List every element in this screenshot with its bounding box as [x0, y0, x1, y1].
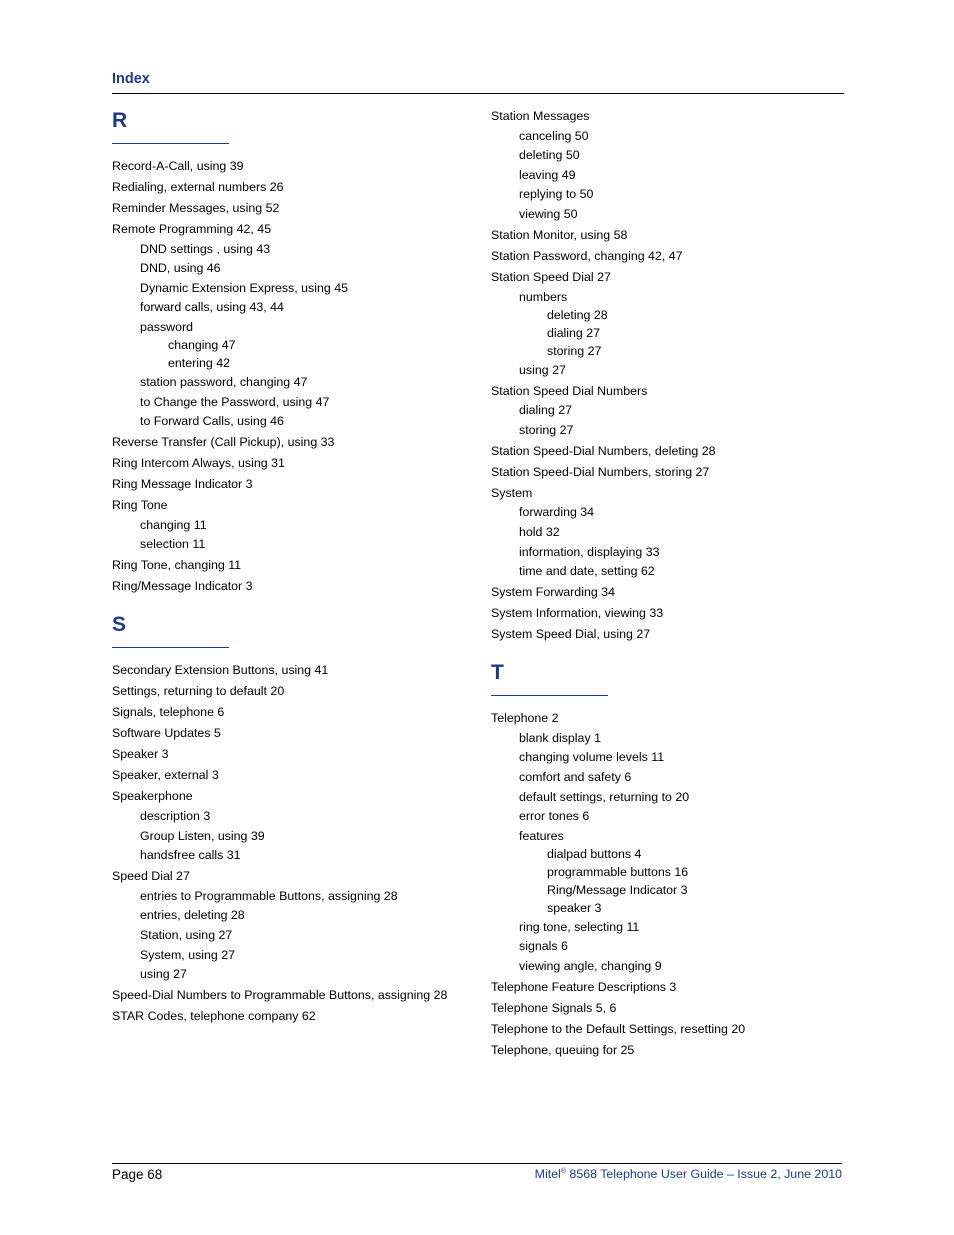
index-entry: Speed Dial 27 [112, 869, 190, 884]
index-subentry: numbers [519, 289, 568, 304]
index-subentry: dialpad buttons 4 [547, 846, 642, 861]
section-rule [112, 647, 229, 648]
index-entry: Station Speed Dial 27 [491, 270, 611, 284]
index-entry: System [491, 485, 533, 500]
index-subentry: storing 27 [547, 343, 602, 358]
index-subentry: ring tone, selecting 11 [519, 919, 640, 934]
index-subentry: leaving 49 [519, 167, 576, 182]
index-entry: Secondary Extension Buttons, using 41 [112, 663, 329, 678]
index-subentry: features [519, 828, 564, 843]
brand-name: Mitel [534, 1167, 561, 1181]
index-entry: System Speed Dial, using 27 [491, 627, 651, 642]
index-entry: Speakerphone [112, 789, 193, 804]
index-entry: Station Password, changing 42, 47 [491, 249, 683, 263]
index-subentry: Group Listen, using 39 [140, 828, 265, 843]
index-entry: Reminder Messages, using 52 [112, 201, 280, 215]
index-entry: Telephone Signals 5, 6 [491, 1001, 617, 1015]
index-subentry: DND settings , using 43 [140, 241, 271, 256]
index-subentry: entering 42 [168, 356, 231, 370]
index-subentry: comfort and safety 6 [519, 770, 632, 784]
index-entry: Telephone, queuing for 25 [491, 1043, 635, 1057]
index-entry: Telephone Feature Descriptions 3 [491, 980, 677, 994]
index-subentry: Dynamic Extension Express, using 45 [140, 280, 348, 295]
index-subentry: blank display 1 [519, 730, 601, 745]
index-entry: Reverse Transfer (Call Pickup), using 33 [112, 435, 335, 450]
index-entry: Station Messages [491, 109, 590, 123]
index-entry: STAR Codes, telephone company 62 [112, 1009, 316, 1024]
index-entry: Remote Programming 42, 45 [112, 222, 272, 236]
section-rule [112, 143, 229, 144]
index-entry: Speed-Dial Numbers to Programmable Buttons, assigning 28 [112, 988, 448, 1003]
index-subentry: changing volume levels 11 [519, 750, 665, 765]
index-entry: Ring Intercom Always, using 31 [112, 456, 285, 471]
index-entry: System Forwarding 34 [491, 585, 615, 600]
index-subentry: canceling 50 [519, 128, 589, 143]
index-entry: Record-A-Call, using 39 [112, 159, 244, 173]
index-subentry: entries to Programmable Buttons, assigning 28 [140, 888, 398, 903]
index-subentry: using 27 [519, 362, 566, 377]
index-entry: Ring Tone [112, 498, 168, 513]
index-entry: Telephone to the Default Settings, resetting 20 [491, 1022, 746, 1036]
index-subentry: dialing 27 [547, 325, 601, 340]
index-subentry: viewing 50 [519, 207, 578, 221]
index-subentry: replying to 50 [519, 187, 594, 202]
index-subentry: to Change the Password, using 47 [140, 394, 330, 409]
index-entry: Station Monitor, using 58 [491, 228, 628, 242]
index-entry: Ring Message Indicator 3 [112, 477, 253, 492]
index-subentry: to Forward Calls, using 46 [140, 414, 284, 429]
index-subentry: station password, changing 47 [140, 375, 308, 389]
index-subentry: storing 27 [519, 422, 574, 437]
index-subentry: deleting 50 [519, 148, 580, 163]
section-letter-r: R [112, 109, 128, 132]
index-entry: Software Updates 5 [112, 726, 221, 741]
index-entry: Redialing, external numbers 26 [112, 180, 284, 194]
section-letter-t: T [491, 661, 504, 685]
document-title-text: 8568 Telephone User Guide – Issue 2, June 2010 [565, 1167, 842, 1181]
index-entry: System Information, viewing 33 [491, 606, 664, 621]
index-subentry: programmable buttons 16 [547, 864, 689, 879]
index-entry: Station Speed Dial Numbers [491, 383, 648, 398]
index-entry: Speaker, external 3 [112, 768, 219, 783]
section-rule [491, 695, 608, 696]
index-subentry: System, using 27 [140, 947, 236, 962]
index-subentry: hold 32 [519, 525, 560, 539]
index-entry: Station Speed-Dial Numbers, storing 27 [491, 464, 710, 479]
index-subentry: signals 6 [519, 939, 568, 954]
index-entry: Speaker 3 [112, 747, 169, 762]
index-subentry: entries, deleting 28 [140, 908, 245, 923]
registered-mark: ® [560, 1167, 566, 1175]
index-subentry: speaker 3 [547, 900, 602, 915]
index-subentry: changing 11 [140, 517, 207, 532]
index-entry: Signals, telephone 6 [112, 705, 225, 720]
index-subentry: information, displaying 33 [519, 544, 660, 559]
index-subentry: Ring/Message Indicator 3 [547, 882, 688, 897]
index-subentry: using 27 [140, 967, 187, 982]
page-number: Page 68 [112, 1167, 163, 1182]
index-subentry: time and date, setting 62 [519, 564, 655, 579]
index-entry: Ring Tone, changing 11 [112, 558, 242, 573]
index-subentry: default settings, returning to 20 [519, 789, 690, 804]
index-subentry: changing 47 [168, 338, 236, 352]
index-subentry: Station, using 27 [140, 928, 233, 942]
header-rule [112, 93, 844, 94]
index-subentry: description 3 [140, 809, 211, 823]
index-subentry: viewing angle, changing 9 [519, 959, 662, 973]
index-subentry: selection 11 [140, 537, 206, 552]
index-entry: Station Speed-Dial Numbers, deleting 28 [491, 443, 716, 458]
index-subentry: password [140, 320, 194, 334]
index-subentry: error tones 6 [519, 809, 590, 824]
index-subentry: forward calls, using 43, 44 [140, 300, 284, 315]
footer-rule [112, 1163, 842, 1164]
document-title [535, 1167, 842, 1181]
index-entry: Ring/Message Indicator 3 [112, 579, 253, 594]
index-entry: Telephone 2 [491, 711, 559, 726]
index-subentry: dialing 27 [519, 403, 573, 418]
index-subentry: DND, using 46 [140, 261, 221, 276]
index-header-title: Index [112, 71, 150, 87]
index-subentry: deleting 28 [547, 307, 608, 322]
index-entry: Settings, returning to default 20 [112, 684, 285, 699]
section-letter-s: S [112, 613, 127, 637]
index-subentry: forwarding 34 [519, 505, 595, 520]
index-subentry: handsfree calls 31 [140, 848, 241, 863]
